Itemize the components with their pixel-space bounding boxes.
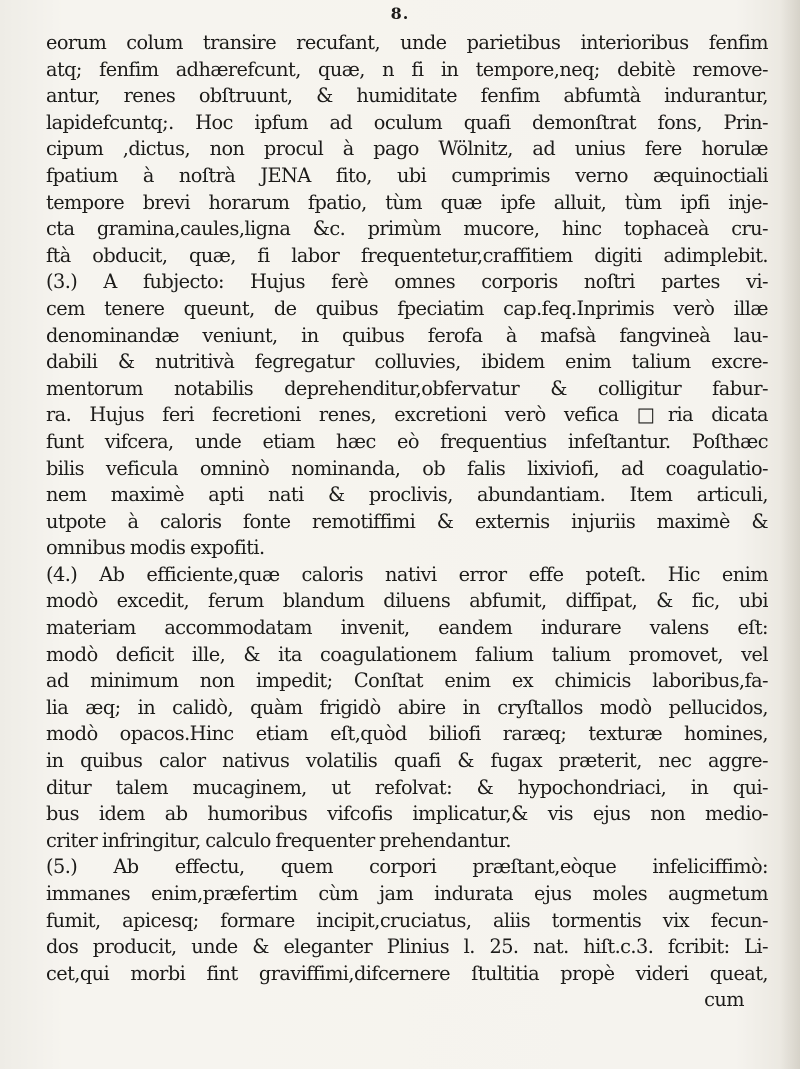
text-line: ra. Hujus feri fecretioni renes, excretioni verò vefica □ria dicata bbox=[46, 403, 768, 427]
text-line: materiam accommodatam invenit, eandem indurare valens eſt: bbox=[46, 616, 768, 640]
text-line: bilis veficula omninò nominanda, ob falis lixiviofi, ad coagulatio- bbox=[46, 456, 768, 480]
text-line: fumit, apicesq; formare incipit,cruciatus, aliis tormentis vix fecun- bbox=[46, 908, 768, 932]
text-line: cipum ,dictus, non procul à pago Wölnitz, ad unius fere horulæ bbox=[46, 137, 768, 161]
page-number: 8. bbox=[390, 4, 410, 23]
text-line: nem maximè apti nati & proclivis, abundantiam. Item articuli, bbox=[46, 483, 768, 507]
text-line: modò excedit, ferum blandum diluens abfumit, diffipat, & fic, ubi bbox=[46, 589, 768, 613]
text-line: cta gramina,caules,ligna &c. primùm mucore, hinc tophaceà cru- bbox=[46, 217, 768, 241]
text-line: mentorum notabilis deprehenditur,obfervatur & colligitur fabur- bbox=[46, 376, 768, 400]
paragraph-start-line: (5.) Ab effectu, quem corpori præſtant,eòque infeliciffimò: bbox=[46, 855, 768, 879]
text-line: dabili & nutritivà fegregatur colluvies, ibidem enim talium excre- bbox=[46, 350, 768, 374]
text-line: ad minimum non impedit; Conſtat enim ex chimicis laboribus,fa- bbox=[46, 669, 768, 693]
text-line: immanes enim,præfertim cùm jam indurata ejus moles augmetum bbox=[46, 882, 768, 905]
text-line: lapidefcuntq;. Hoc ipfum ad oculum quafi demonſtrat fons, Prin- bbox=[46, 110, 768, 134]
text-line: atq; fenfim adhærefcunt, quæ, n fi in tempore,neq; debitè remove- bbox=[46, 57, 768, 81]
text-line: antur, renes obſtruunt, & humiditate fenfim abfumtà indurantur, bbox=[46, 84, 768, 108]
text-line: eorum colum transire recufant, unde parietibus interioribus fenfim bbox=[46, 31, 768, 54]
text-line: utpote à caloris fonte remotiffimi & externis injuriis maximè & bbox=[46, 509, 768, 533]
text-line: lia æq; in calidò, quàm frigidò abire in cryſtallos modò pellucidos, bbox=[46, 695, 768, 719]
catchword: cum bbox=[704, 988, 744, 1012]
text-line: dos producit, unde & eleganter Plinius l. 25. nat. hiſt.c.3. fcribit: Li- bbox=[46, 935, 768, 959]
body-text bbox=[46, 30, 768, 1014]
text-line: ftà obducit, quæ, fi labor frequentetur,craffitiem digiti adimplebit. bbox=[46, 243, 768, 267]
text-line: denominandæ veniunt, in quibus ferofa à mafsà fangvineà lau- bbox=[46, 323, 768, 347]
paragraph-end-line: omnibus modis expofiti. bbox=[46, 536, 265, 560]
paragraph-start-line: (4.) Ab efficiente,quæ caloris nativi error effe poteſt. Hic enim bbox=[46, 562, 768, 586]
paragraph-end-line: criter infringitur, calculo frequenter prehendantur. bbox=[46, 828, 511, 852]
text-line: cem tenere queunt, de quibus fpeciatim cap.feq.Inprimis verò illæ bbox=[46, 296, 768, 320]
text-line: cet,qui morbi fint graviffimi,difcernere ſtultitia propè videri queat, bbox=[46, 961, 768, 985]
text-line: tempore brevi horarum fpatio, tùm quæ ipfe alluit, tùm ipfi inje- bbox=[46, 190, 768, 214]
text-line: ditur talem mucaginem, ut refolvat: & hypochondriaci, in qui- bbox=[46, 775, 768, 799]
page-edge-shadow bbox=[780, 0, 800, 1069]
text-line: fpatium à noſtrà JENA fito, ubi cumprimis verno æquinoctiali bbox=[46, 163, 768, 187]
text-line: modò deficit ille, & ita coagulationem falium talium promovet, vel bbox=[46, 642, 768, 666]
paragraph-start-line: (3.) A fubjecto: Hujus ferè omnes corporis noſtri partes vi- bbox=[46, 270, 768, 294]
text-line: bus idem ab humoribus vifcofis implicatur,& vis ejus non medio- bbox=[46, 802, 768, 826]
text-line: in quibus calor nativus volatilis quafi & fugax præterit, nec aggre- bbox=[46, 749, 768, 773]
text-line: modò opacos.Hinc etiam eſt,quòd biliofi raræq; texturæ homines, bbox=[46, 722, 768, 746]
text-line: funt vifcera, unde etiam hæc eò frequentius infeſtantur. Poſthæc bbox=[46, 429, 768, 453]
